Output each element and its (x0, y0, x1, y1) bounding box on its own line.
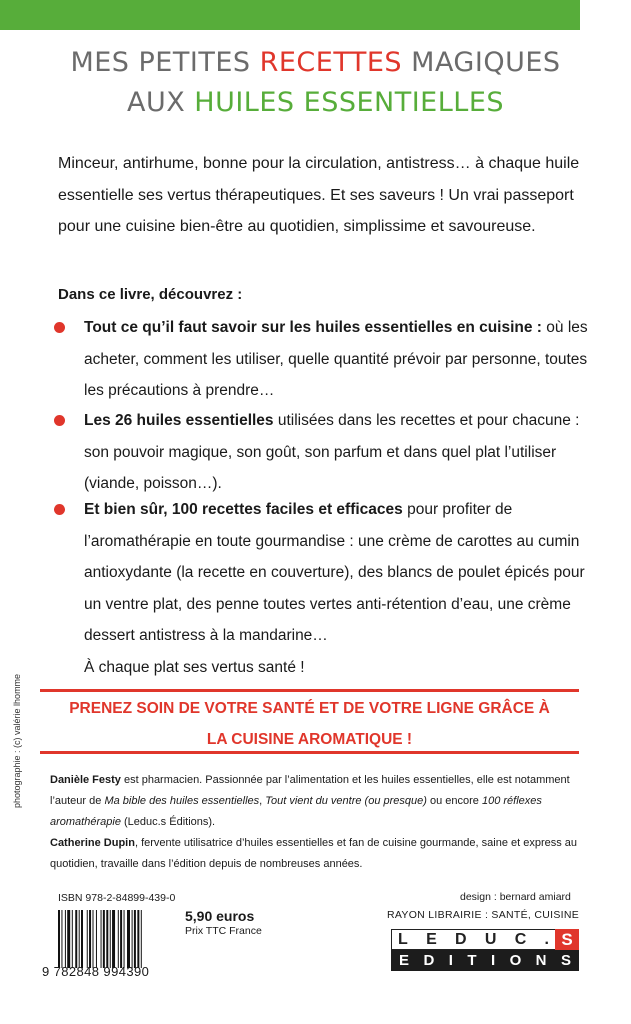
logo-letter: O (509, 952, 522, 969)
title-part-green: HUILES ESSENTIELLES (194, 87, 505, 118)
logo-letter: N (535, 952, 547, 969)
shelf-category: RAYON LIBRAIRIE : SANTÉ, CUISINE (387, 909, 580, 921)
author-name: Catherine Dupin (50, 837, 135, 849)
book-title-line-1 (0, 46, 631, 80)
logo-letter: E (426, 930, 437, 948)
title-part-red: RECETTES (259, 47, 403, 78)
bio-text: (Leduc.s Éditions). (120, 816, 216, 828)
book-title-ref: 100 réflexes aromathérapie (50, 795, 542, 828)
author-bio-1 (50, 770, 580, 833)
book-title-ref: Tout vient du ventre (ou presque) (265, 795, 427, 807)
publisher-logo (391, 929, 579, 971)
logo-letter: T (467, 952, 477, 969)
author-bio-2 (50, 833, 580, 875)
logo-editions (391, 950, 579, 971)
logo-letter: L (398, 930, 408, 948)
bio-text: , fervente utilisatrice d’huiles essentielles et fan de cuisine gourmande, saine et express au quotidien, travaille dans l’édition depuis de nombreuses années. (50, 837, 578, 870)
list-item-heading: Et bien sûr, 100 recettes faciles et efficaces (84, 501, 403, 518)
top-green-band (0, 0, 580, 30)
intro-paragraph: Minceur, antirhume, bonne pour la circulation, antistress… à chaque huile essentielle ses vertus thérapeutiques. Et ses saveurs ! Un vrai passeport pour une cuisine bien-être au quotidien, simplissime et savoureuse. (58, 155, 580, 235)
callout-line-2: LA CUISINE AROMATIQUE ! (206, 731, 413, 748)
logo-row-1 (391, 929, 579, 950)
callout-line-1: PRENEZ SOIN DE VOTRE SANTÉ ET DE VOTRE LIGNE GRÂCE À (69, 700, 550, 717)
logo-letter: S (560, 952, 571, 969)
list-lead: Dans ce livre, découvrez : (58, 286, 243, 303)
isbn: ISBN 978-2-84899-439-0 (58, 892, 176, 904)
photo-credit: photographie : (c) valérie lhomme (12, 673, 22, 808)
list-item (58, 312, 588, 407)
logo-letter: C (514, 930, 527, 948)
bio-text: ou encore (426, 795, 482, 807)
logo-letter: I (448, 952, 453, 969)
highlight-callout (40, 689, 579, 754)
book-title-ref: Ma bible des huiles essentielles (104, 795, 260, 807)
logo-letter: D (455, 930, 467, 948)
list-item-text: pour profiter de l’aromathérapie en toute gourmandise : une crème de carottes au cumin antioxydante (la recette en couverture), des blancs de poulet épicés pour un ventre plat, des penne toutes vertes anti-rétention d’eau, une crème dessert antistress à la mandarine… (84, 501, 585, 644)
price: 5,90 euros (185, 908, 255, 924)
logo-letter: D (423, 952, 435, 969)
bio-text: est pharmacien. Passionnée par l’alimentation et les huiles essentielles, elle est notamment l’auteur de (50, 774, 570, 807)
barcode-number: 9 782848 994390 (42, 964, 150, 979)
list-item-text: où les acheter, comment les utiliser, quelle quantité prévoir par personne, toutes les précautions à prendre… (84, 319, 588, 399)
list-item (58, 405, 588, 500)
title-part: MES PETITES (70, 47, 260, 78)
barcode-icon (58, 910, 174, 968)
design-credit: design : bernard amiard (460, 891, 571, 903)
logo-letter: U (484, 930, 497, 948)
logo-letter: E (399, 952, 410, 969)
title-part: AUX (126, 87, 195, 118)
list-item-text: utilisées dans les recettes et pour chacune : son pouvoir magique, son goût, son parfum et dans quel plat l’utiliser (viande, poisson…). (84, 412, 580, 492)
book-title-line-2 (0, 86, 631, 120)
bullet-dot-icon (54, 322, 65, 333)
logo-s: S (555, 929, 579, 950)
list-item-closing: À chaque plat ses vertus santé ! (84, 658, 305, 676)
bullet-dot-icon (54, 504, 65, 515)
author-name: Danièle Festy (50, 774, 121, 786)
author-bios (50, 770, 580, 875)
logo-letter: . (544, 930, 549, 948)
bullet-dot-icon (54, 415, 65, 426)
bio-text: , (259, 795, 266, 807)
logo-letter: I (490, 952, 496, 969)
list-item (58, 494, 588, 683)
title-part: MAGIQUES (402, 47, 561, 78)
price-note: Prix TTC France (185, 925, 262, 937)
list-item-heading: Les 26 huiles essentielles (84, 412, 274, 429)
list-item-heading: Tout ce qu’il faut savoir sur les huiles essentielles en cuisine : (84, 319, 542, 336)
logo-leduc (391, 929, 555, 950)
